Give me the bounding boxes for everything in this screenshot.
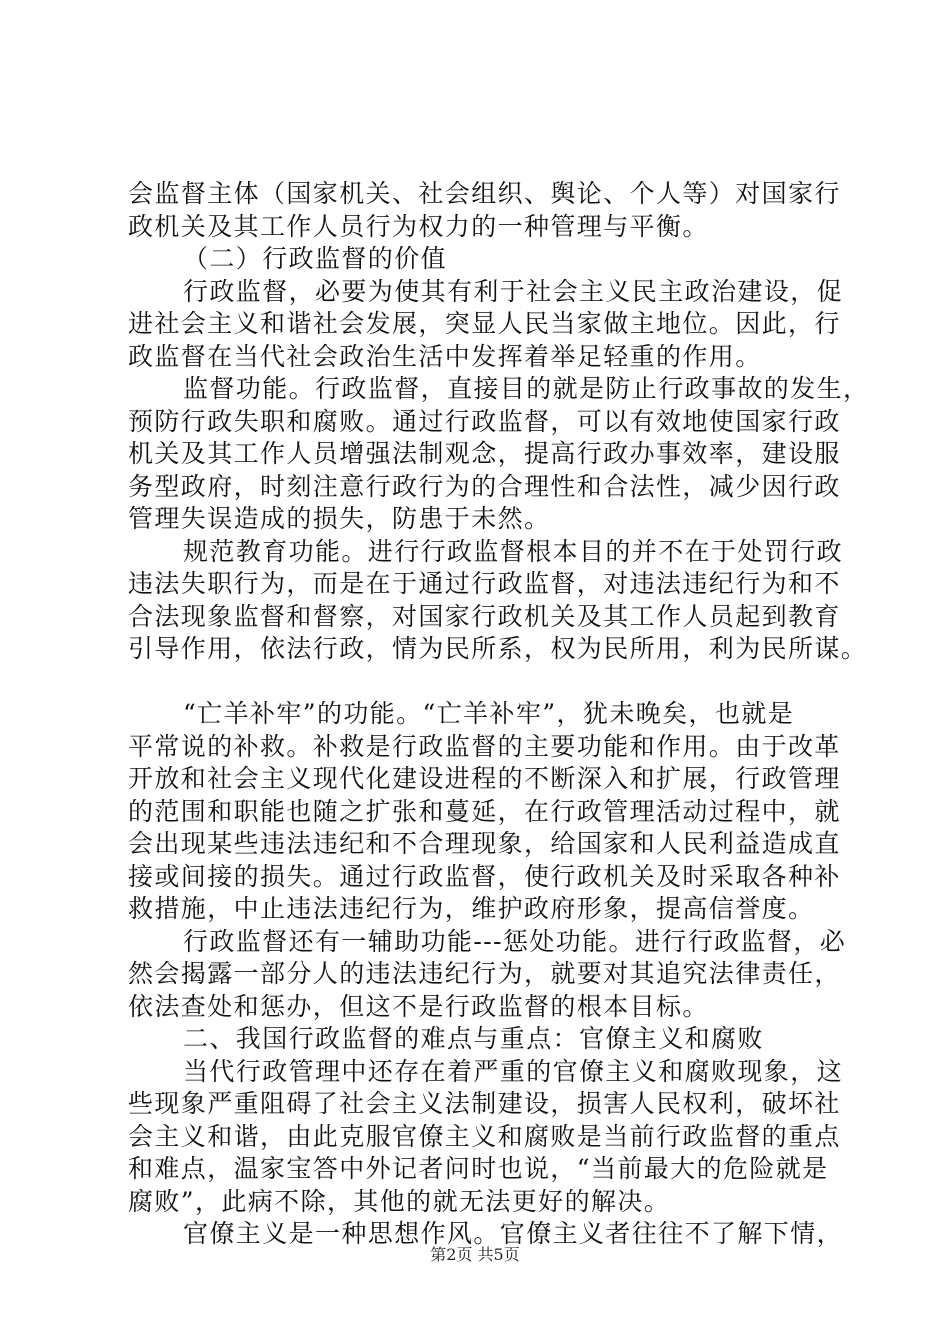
text-line: 违法失职行为，而是在于通过行政监督，对违法违纪行为和不	[128, 569, 841, 598]
text-line: 监督功能。行政监督，直接目的就是防止行政事故的发生，	[183, 374, 870, 403]
text-line: 然会揭露一部分人的违法违纪行为，就要对其追究法律责任，	[128, 959, 841, 988]
body-text	[128, 178, 870, 1251]
text-line: 依法查处和惩办，但这不是行政监督的根本目标。	[128, 991, 709, 1021]
text-line: 行政监督还有一辅助功能---惩处功能。进行行政监督，必	[183, 926, 847, 956]
page-number-footer: 第2页 共5页	[430, 1245, 520, 1264]
text-line: 腐败”，此病不除，其他的就无法更好的解决。	[128, 1186, 671, 1216]
text-line: 行政监督，必要为使其有利于社会主义民主政治建设，促	[183, 276, 844, 306]
text-line: 政机关及其工作人员行为权力的一种管理与平衡。	[128, 211, 709, 241]
text-line: 接或间接的损失。通过行政监督，使行政机关及时采取各种补	[128, 861, 841, 891]
text-line: 机关及其工作人员增强法制观念，提高行政办事效率，建设服	[128, 439, 841, 468]
blank-line	[128, 666, 838, 699]
text-line: 平常说的补救。补救是行政监督的主要功能和作用。由于改革	[128, 731, 841, 761]
text-line: 政监督在当代社会政治生活中发挥着举足轻重的作用。	[128, 341, 762, 371]
text-line: 会出现某些违法违纪和不合理现象，给国家和人民利益造成直	[128, 829, 841, 858]
text-line: 官僚主义是一种思想作风。官僚主义者往往不了解下情，	[183, 1219, 844, 1248]
text-line: 规范教育功能。进行行政监督根本目的并不在于处罚行政	[183, 536, 844, 566]
text-line: 会主义和谐，由此克服官僚主义和腐败是当前行政监督的重点	[128, 1121, 841, 1151]
text-line: 引导作用，依法行政，情为民所系，权为民所用，利为民所谋。	[128, 634, 868, 663]
text-line: （二）行政监督的价值	[183, 244, 448, 273]
text-line: 些现象严重阻碍了社会主义法制建设，损害人民权利，破坏社	[128, 1089, 841, 1118]
text-line: 当代行政管理中还存在着严重的官僚主义和腐败现象，这	[183, 1056, 844, 1086]
text-line: “亡羊补牢”的功能。“亡羊补牢”，犹未晚矣，也就是	[183, 699, 795, 728]
text-line: 进社会主义和谐社会发展，突显人民当家做主地位。因此，行	[128, 309, 841, 338]
text-line: 救措施，中止违法违纪行为，维护政府形象，提高信誉度。	[128, 894, 815, 923]
text-line: 的范围和职能也随之扩张和蔓延，在行政管理活动过程中，就	[128, 796, 841, 826]
text-line: 二、我国行政监督的难点与重点：官僚主义和腐败	[183, 1024, 764, 1053]
text-line: 预防行政失职和腐败。通过行政监督，可以有效地使国家行政	[128, 406, 841, 436]
text-line: 和难点，温家宝答中外记者问时也说，“当前最大的危险就是	[128, 1154, 829, 1183]
text-line: 管理失误造成的损失，防患于未然。	[128, 504, 551, 533]
text-line: 合法现象监督和督察，对国家行政机关及其工作人员起到教育	[128, 601, 841, 631]
text-line: 务型政府，时刻注意行政行为的合理性和合法性，减少因行政	[128, 471, 841, 501]
text-line: 开放和社会主义现代化建设进程的不断深入和扩展，行政管理	[128, 764, 841, 793]
text-line: 会监督主体（国家机关、社会组织、舆论、个人等）对国家行	[128, 179, 841, 208]
